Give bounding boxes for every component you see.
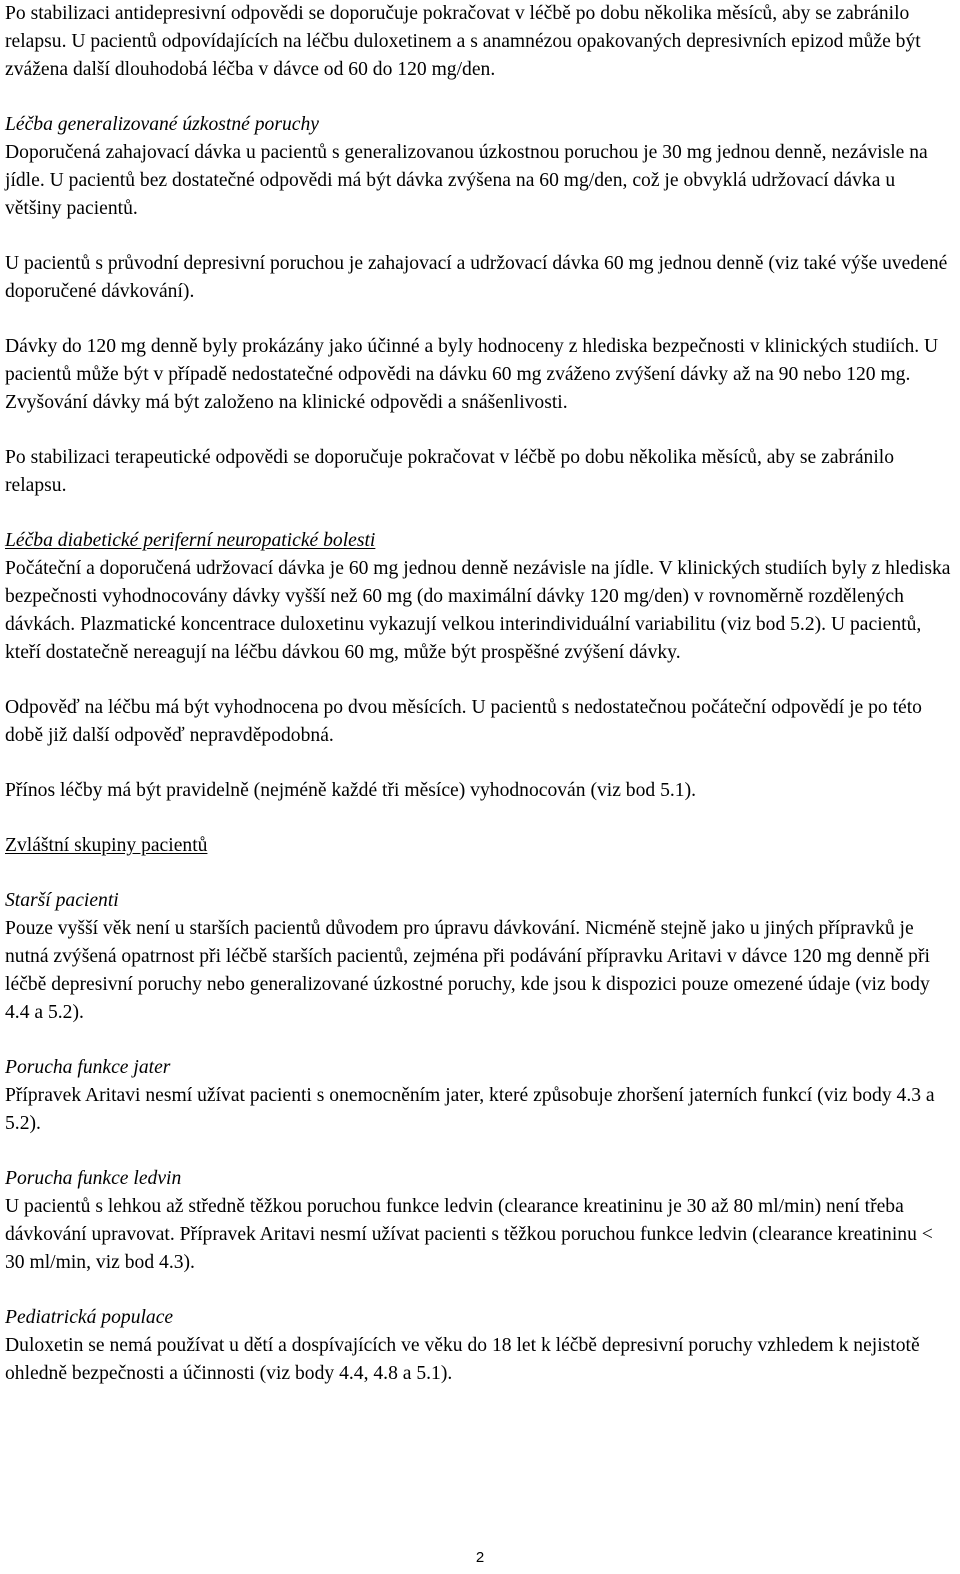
document-page (5, 0, 955, 1415)
paragraph-dpnp-evaluation: Odpověď na léčbu má být vyhodnocena po dvou měsících. U pacientů s nedostatečnou počáteční odpovědí je po této době již další odpověď nepravděpodobná. (5, 697, 922, 746)
heading-renal-impairment: Porucha funkce ledvin (5, 1168, 182, 1189)
heading-dpnp-treatment: Léčba diabetické periferní neuropatické bolesti (5, 530, 376, 551)
heading-hepatic-impairment: Porucha funkce jater (5, 1057, 171, 1078)
paragraph-renal-impairment: U pacientů s lehkou až středně těžkou poruchou funkce ledvin (clearance kreatininu je 30 až 80 ml/min) není třeba dávkování upravovat. Přípravek Aritavi nesmí užívat pacienti s těžkou poruchou funkce ledvin (clearance kreatininu < 30 ml/min, viz bod 4.3). (5, 1196, 933, 1273)
paragraph-hepatic-impairment: Přípravek Aritavi nesmí užívat pacienti s onemocněním jater, které způsobuje zhoršení jaterních funkcí (viz body 4.3 a 5.2). (5, 1085, 935, 1134)
heading-special-populations: Zvláštní skupiny pacientů (5, 835, 208, 856)
paragraph-gad-dose-escalation: Dávky do 120 mg denně byly prokázány jako účinné a byly hodnoceny z hlediska bezpečnosti v klinických studiích. U pacientů může být v případě nedostatečné odpovědi na dávku 60 mg zváženo zvýšení dávky až na 90 nebo 120 mg. Zvyšování dávky má být založeno na klinické odpovědi a snášenlivosti. (5, 336, 939, 413)
heading-elderly: Starší pacienti (5, 890, 119, 911)
paragraph-gad-initial-dose: Doporučená zahajovací dávka u pacientů s generalizovanou úzkostnou poruchou je 30 mg jednou denně, nezávisle na jídle. U pacientů bez dostatečné odpovědi má být dávka zvýšena na 60 mg/den, což je obvyklá udržovací dávka u většiny pacientů. (5, 142, 928, 219)
heading-gad-treatment: Léčba generalizované úzkostné poruchy (5, 114, 319, 135)
paragraph-dpnp-benefit: Přínos léčby má být pravidelně (nejméně každé tři měsíce) vyhodnocován (viz bod 5.1). (5, 780, 697, 801)
paragraph-elderly: Pouze vyšší věk není u starších pacientů důvodem pro úpravu dávkování. Nicméně stejně jako u jiných přípravků je nutná zvýšená opatrnost při léčbě starších pacientů, zejména při podávání přípravku Aritavi v dávce 120 mg denně při léčbě depresivní poruchy nebo generalizované úzkostné poruchy, kde jsou k dispozici pouze omezené údaje (viz body 4.4 a 5.2). (5, 918, 930, 1023)
paragraph-dpnp-dose: Počáteční a doporučená udržovací dávka je 60 mg jednou denně nezávisle na jídle. V klinických studiích byly z hlediska bezpečnosti vyhodnocovány dávky vyšší než 60 mg (do maximální dávky 120 mg/den) v rovnoměrně rozdělených dávkách. Plazmatické koncentrace duloxetinu vykazují velkou interindividuální variabilitu (viz bod 5.2). U pacientů, kteří dostatečně nereagují na léčbu dávkou 60 mg, může být prospěšné zvýšení dávky. (5, 558, 951, 663)
paragraph-paediatric: Duloxetin se nemá používat u dětí a dospívajících ve věku do 18 let k léčbě depresivní poruchy vzhledem k nejistotě ohledně bezpečnosti a účinnosti (viz body 4.4, 4.8 a 5.1). (5, 1335, 920, 1384)
page-number: 2 (475, 1549, 485, 1566)
paragraph-gad-continuation: Po stabilizaci terapeutické odpovědi se doporučuje pokračovat v léčbě po dobu několika měsíců, aby se zabránilo relapsu. (5, 447, 895, 496)
paragraph-antidepressant-continuation: Po stabilizaci antidepresivní odpovědi se doporučuje pokračovat v léčbě po dobu několika měsíců, aby se zabránilo relapsu. U pacientů odpovídajících na léčbu duloxetinem a s anamnézou opakovaných depresivních epizod může být zvážena další dlouhodobá léčba v dávce od 60 do 120 mg/den. (5, 3, 921, 80)
heading-paediatric: Pediatrická populace (5, 1307, 174, 1328)
paragraph-gad-comorbid-depression: U pacientů s průvodní depresivní poruchou je zahajovací a udržovací dávka 60 mg jednou denně (viz také výše uvedené doporučené dávkování). (5, 253, 948, 302)
